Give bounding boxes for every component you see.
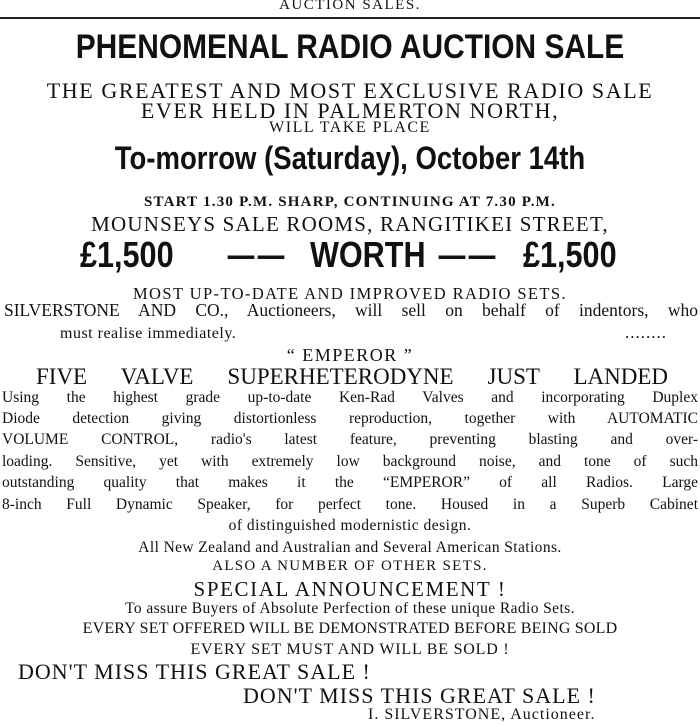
signature-line: I. SILVERSTONE, Auctioneer. xyxy=(368,706,596,723)
subhead-greatest: THE GREATEST AND MOST EXCLUSIVE RADIO SALE xyxy=(46,78,654,103)
headline: PHENOMENAL RADIO AUCTION SALE xyxy=(75,28,625,66)
worth-dash-right: —— xyxy=(437,238,497,273)
most-up-to-date: MOST UP-TO-DATE AND IMPROVED RADIO SETS. xyxy=(132,284,567,303)
auctioneers-line-2: must realise immediately. xyxy=(60,325,237,342)
worth-word: WORTH xyxy=(310,234,426,275)
body-line: 8-inch Full Dynamic Speaker, for perfect tone. Housed in a Superb Cabinet xyxy=(2,496,698,513)
demonstrated-line: EVERY SET OFFERED WILL BE DEMONSTRATED BEFORE BEING SOLD xyxy=(82,620,618,637)
must-be-sold-line: EVERY SET MUST AND WILL BE SOLD ! xyxy=(190,641,510,658)
auctioneers-line-1: SILVERSTONE AND CO., Auctioneers, will sell on behalf of indentors, who xyxy=(4,300,698,320)
start-time-line: START 1.30 P.M. SHARP, CONTINUING AT 7.30 P.M. xyxy=(144,194,556,210)
body-line: Diode detection giving distortionless reproduction, together with AUTOMATIC xyxy=(2,410,698,427)
body-line: VOLUME CONTROL, radio's latest feature, preventing blasting and over- xyxy=(2,431,698,448)
section-header: AUCTION SALES. xyxy=(279,0,421,13)
top-rule xyxy=(0,17,700,19)
worth-dash-left: —— xyxy=(226,238,286,273)
body-line: loading. Sensitive, yet with extremely low background noise, and tone of such xyxy=(2,453,698,470)
emperor-title: “ EMPEROR ” xyxy=(286,345,414,365)
five-valve-line: FIVE VALVE SUPERHETERODYNE JUST LANDED xyxy=(36,364,668,389)
worth-line xyxy=(0,234,700,278)
location-line: MOUNSEYS SALE ROOMS, RANGITIKEI STREET, xyxy=(91,212,609,236)
dont-miss-line-2: DON'T MISS THIS GREAT SALE ! xyxy=(243,683,596,708)
auctioneers-dots: ........ xyxy=(625,323,667,342)
body-line: outstanding quality that makes it the “EMPEROR” of all Radios. Large xyxy=(2,474,698,491)
worth-amount-left: £1,500 xyxy=(80,234,174,275)
other-sets-line: ALSO A NUMBER OF OTHER SETS. xyxy=(212,558,488,574)
stations-line: All New Zealand and Australian and Several American Stations. xyxy=(138,539,562,556)
subhead-ever-held: EVER HELD IN PALMERTON NORTH, xyxy=(140,98,560,123)
dont-miss-line-1: DON'T MISS THIS GREAT SALE ! xyxy=(18,659,371,684)
subhead-take-place: WILL TAKE PLACE xyxy=(269,119,431,136)
date-line: To-morrow (Saturday), October 14th xyxy=(114,140,586,176)
body-line-last: of distinguished modernistic design. xyxy=(228,517,472,534)
worth-amount-right: £1,500 xyxy=(523,234,617,275)
body-line: Using the highest grade up-to-date Ken-Rad Valves and incorporating Duplex xyxy=(2,389,698,406)
assure-line: To assure Buyers of Absolute Perfection of these unique Radio Sets. xyxy=(125,600,575,617)
special-announcement: SPECIAL ANNOUNCEMENT ! xyxy=(193,577,507,601)
